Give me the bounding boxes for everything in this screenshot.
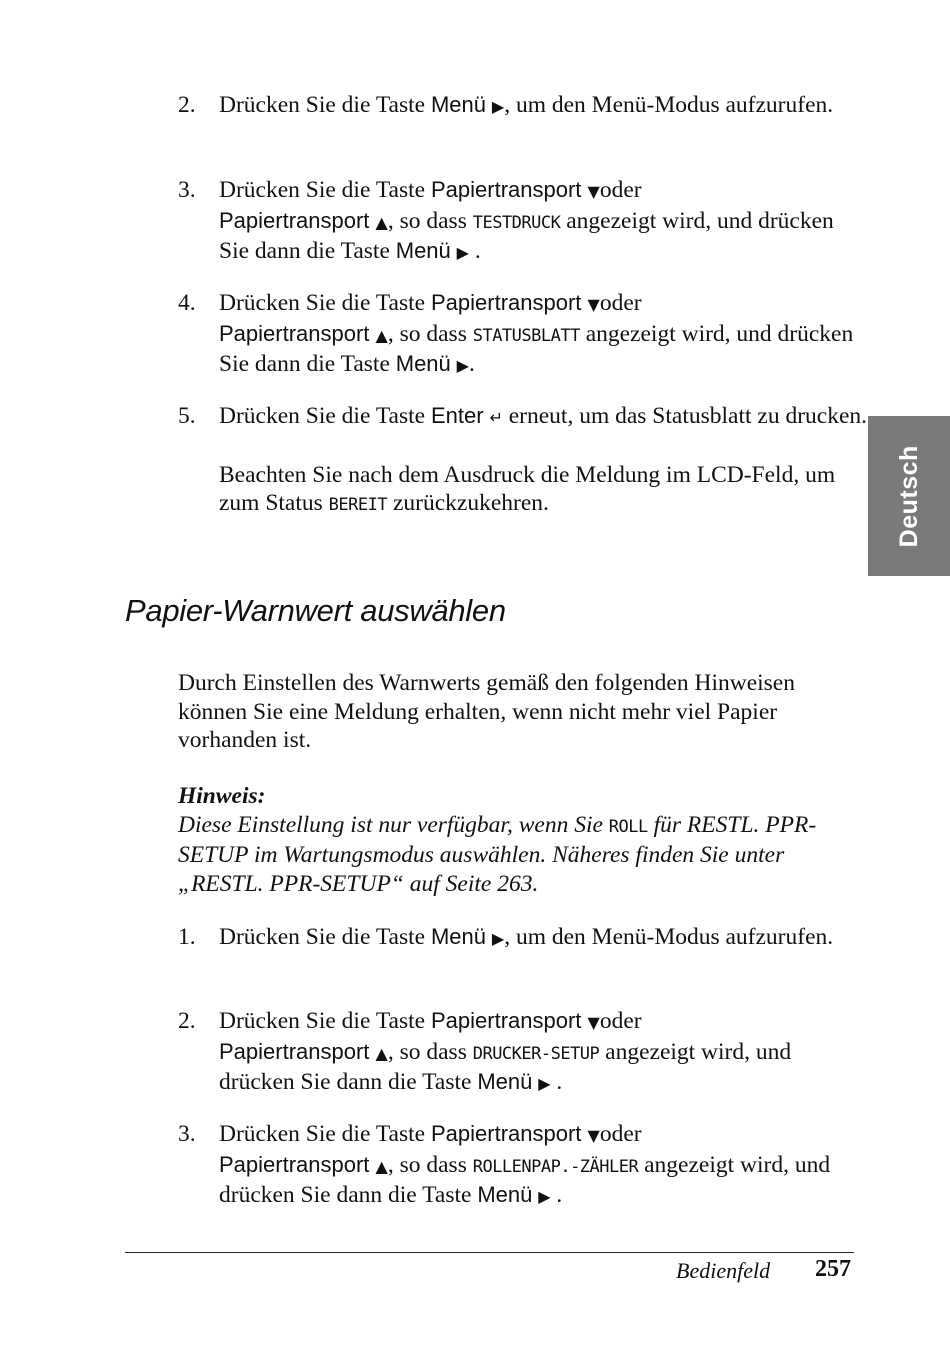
list-item (178, 289, 868, 381)
step-text: Drücken Sie die Taste Papiertransport ▼oder Papiertransport ▲, so dass DRUCKER-SETUP angezeigt wird, und drücken Sie dann die Taste Menü ▶ . (219, 1008, 792, 1095)
paper-feed-key-label: Papiertransport (430, 1121, 588, 1146)
down-arrow-icon: ▼ (587, 182, 600, 201)
list-item (178, 402, 868, 520)
right-arrow-icon: ▶ (538, 1074, 551, 1093)
page-number: 257 (815, 1256, 851, 1282)
list-item (178, 1120, 868, 1212)
step-number: 2. (178, 1008, 196, 1034)
list-item (178, 1007, 868, 1099)
up-arrow-icon: ▲ (375, 1156, 388, 1176)
step-text: Drücken Sie die Taste Papiertransport ▼oder Papiertransport ▲, so dass TESTDRUCK angezeigt wird, und drücken Sie dann die Taste Menü ▶ . (219, 177, 834, 264)
down-arrow-icon: ▼ (587, 1013, 600, 1032)
list-item (178, 176, 868, 268)
language-tab (868, 416, 950, 576)
lcd-text: ROLL (608, 816, 648, 837)
paper-feed-key-label: Papiertransport (430, 1008, 588, 1033)
right-arrow-icon: ▶ (491, 929, 505, 948)
section-intro: Durch Einstellen des Warnwerts gemäß den folgenden Hinweisen können Sie eine Meldung erhalten, wenn nicht mehr viel Papier vorhanden ist. (178, 670, 795, 753)
menu-key-label: Menü (395, 351, 451, 376)
down-arrow-icon: ▼ (587, 295, 600, 314)
enter-key-label: Enter (430, 403, 484, 428)
right-arrow-icon: ▶ (456, 356, 469, 375)
lcd-text: TESTDRUCK (472, 212, 561, 233)
note (178, 782, 868, 898)
paper-feed-key-label: Papiertransport (219, 320, 376, 346)
up-arrow-icon: ▲ (375, 1043, 388, 1063)
paper-feed-key-label: Papiertransport (430, 177, 588, 202)
language-tab-label: Deutsch (894, 444, 923, 548)
step-text: Drücken Sie die Taste Enter ↵ erneut, um das Statusblatt zu drucken. (219, 403, 868, 429)
paper-feed-key-label: Papiertransport (430, 290, 588, 315)
step-paragraph: Beachten Sie nach dem Ausdruck die Meldung im LCD-Feld, um zum Status BEREIT zurückzukehren. (219, 461, 836, 516)
list-item (178, 923, 868, 954)
step-number: 3. (178, 177, 196, 203)
paper-feed-key-label: Papiertransport (219, 207, 376, 233)
menu-key-label: Menü (395, 238, 451, 263)
section-heading: Papier-Warnwert auswählen (125, 593, 506, 628)
step-text: Drücken Sie die Taste Menü ▶, um den Menü-Modus aufzurufen. (219, 92, 834, 118)
step-number: 4. (178, 290, 196, 316)
lcd-text: ROLLENPAP.-ZÄHLER (472, 1156, 639, 1177)
note-text: Diese Einstellung ist nur verfügbar, wenn Sie ROLL für RESTL. PPR-SETUP im Wartungsmodus auswählen. Näheres finden Sie unter „RESTL. PPR-SETUP“ auf Seite 263. (178, 811, 817, 897)
up-arrow-icon: ▲ (375, 325, 388, 345)
paper-feed-key-label: Papiertransport (219, 1038, 376, 1064)
step-number: 3. (178, 1121, 196, 1147)
lcd-text: BEREIT (328, 495, 388, 515)
menu-key-label: Menü (430, 924, 487, 949)
right-arrow-icon: ▶ (491, 97, 505, 116)
right-arrow-icon: ▶ (538, 1187, 551, 1206)
right-arrow-icon: ▶ (456, 243, 469, 262)
up-arrow-icon: ▲ (375, 212, 388, 232)
step-text: Drücken Sie die Taste Papiertransport ▼oder Papiertransport ▲, so dass STATUSBLATT angezeigt wird, und drücken Sie dann die Taste Menü ▶. (219, 290, 854, 377)
menu-key-label: Menü (477, 1182, 533, 1207)
lcd-text: DRUCKER-SETUP (472, 1043, 600, 1064)
enter-icon: ↵ (489, 408, 503, 427)
paper-feed-key-label: Papiertransport (219, 1151, 376, 1177)
menu-key-label: Menü (430, 92, 487, 117)
note-title: Hinweis: (178, 783, 266, 809)
step-number: 5. (178, 403, 196, 429)
step-number: 1. (178, 924, 196, 950)
footer-rule (125, 1252, 854, 1253)
step-text: Drücken Sie die Taste Menü ▶, um den Menü-Modus aufzurufen. (219, 924, 834, 950)
step-number: 2. (178, 92, 196, 118)
down-arrow-icon: ▼ (587, 1126, 600, 1145)
menu-key-label: Menü (477, 1069, 533, 1094)
list-item (178, 91, 868, 122)
footer-section-label: Bedienfeld (676, 1258, 771, 1283)
step-text: Drücken Sie die Taste Papiertransport ▼oder Papiertransport ▲, so dass ROLLENPAP.-ZÄHLER angezeigt wird, und drücken Sie dann die Taste Menü ▶ . (219, 1121, 831, 1208)
lcd-text: STATUSBLATT (472, 325, 580, 346)
